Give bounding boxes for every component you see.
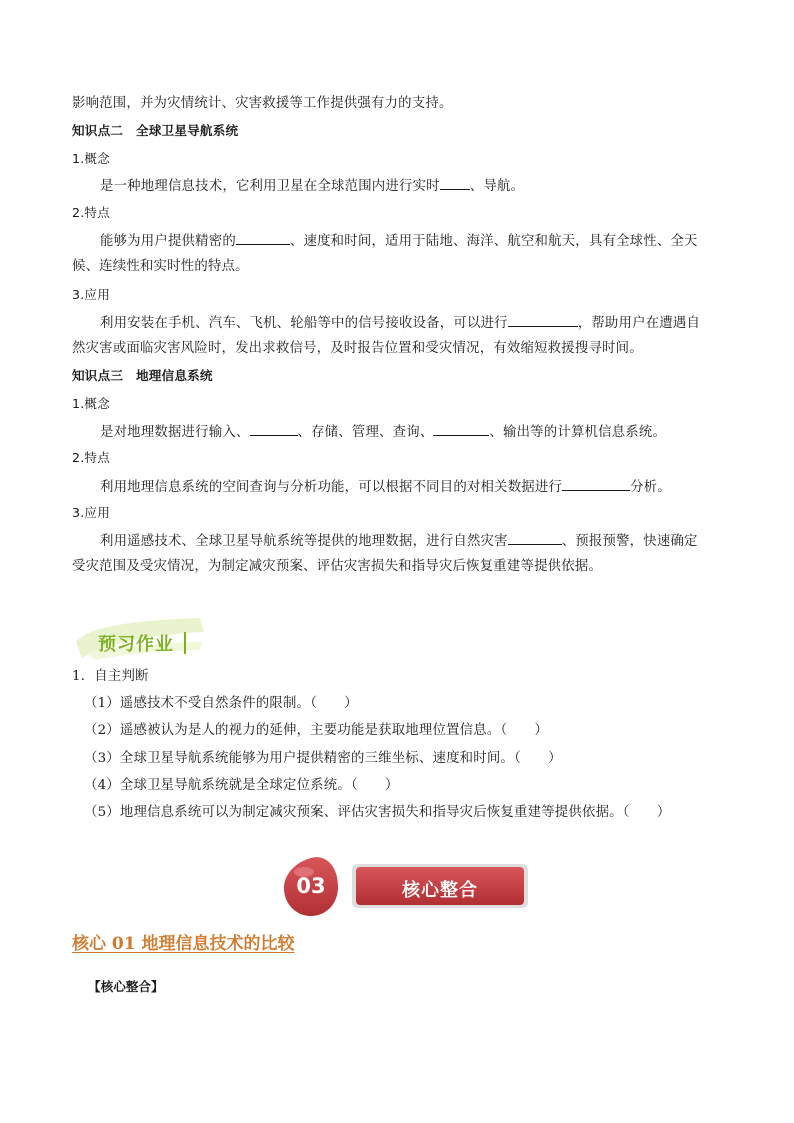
kp3-app-text-cont: 受灾范围及受灾情况，为制定减灾预案、评估灾害损失和指导灾后恢复重建等提供依据。 [72, 559, 603, 574]
question-5: （5）地理信息系统可以为制定减灾预案、评估灾害损失和指导灾后恢复重建等提供依据。（ ） [84, 805, 671, 820]
kp3-app-label: 3.应用 [72, 505, 111, 520]
kp2-app-text-cont: 然灾害或面临灾害风险时，发出求救信号，及时报告位置和受灾情况，有效缩短救援搜寻时间。 [72, 341, 643, 356]
kp3-title: 知识点三 地理信息系统 [72, 368, 213, 383]
kp2-concept-text: 是一种地理信息技术，它利用卫星在全球范围内进行实时 、导航。 [100, 176, 524, 196]
question-1: （1）遥感技术不受自然条件的限制。（ ） [84, 696, 358, 711]
question-3: （3）全球卫星导航系统能够为用户提供精密的三维坐标、速度和时间。（ ） [84, 751, 562, 766]
kp2-concept-label: 1.概念 [72, 151, 111, 166]
preview-heading: 1．自主判断 [72, 669, 149, 684]
intro-tail: 影响范围，并为灾情统计、灾害救援等工作提供强有力的支持。 [72, 96, 453, 111]
kp3-concept-text: 是对地理数据进行输入、 、存储、管理、查询、 、输出等的计算机信息系统。 [100, 422, 666, 442]
fill-blank[interactable] [433, 422, 489, 436]
kp2-feature-text-cont: 候、连续性和实时性的特点。 [72, 259, 249, 274]
kp3-feature-label: 2.特点 [72, 450, 111, 465]
fill-blank[interactable] [508, 531, 562, 545]
fill-blank[interactable] [250, 422, 298, 436]
fill-blank[interactable] [562, 477, 630, 491]
kp2-title: 知识点二 全球卫星导航系统 [72, 123, 239, 138]
kp2-app-label: 3.应用 [72, 287, 111, 302]
question-2: （2）遥感被认为是人的视力的延伸，主要功能是获取地理位置信息。（ ） [84, 723, 549, 738]
kp3-concept-label: 1.概念 [72, 396, 111, 411]
core-subheading: 【核心整合】 [88, 979, 164, 994]
core-title[interactable]: 核心 01 地理信息技术的比较 [72, 934, 295, 954]
fill-blank[interactable] [440, 176, 470, 190]
kp3-feature-text: 利用地理信息系统的空间查询与分析功能，可以根据不同目的对相关数据进行 分析。 [100, 477, 671, 497]
kp2-feature-label: 2.特点 [72, 205, 111, 220]
fill-blank[interactable] [508, 313, 578, 327]
kp2-app-text: 利用安装在手机、汽车、飞机、轮船等中的信号接收设备，可以进行 ，帮助用户在遭遇自 [100, 313, 700, 333]
section-number: 03 [296, 874, 326, 898]
question-4: （4）全球卫星导航系统就是全球定位系统。（ ） [84, 778, 399, 793]
kp2-feature-text: 能够为用户提供精密的 、速度和时间，适用于陆地、海洋、航空和航天，具有全球性、全天 [100, 231, 698, 251]
fill-blank[interactable] [236, 231, 290, 245]
preview-title: 预习作业 [98, 634, 174, 655]
text-cursor [184, 632, 186, 654]
kp3-app-text: 利用遥感技术、全球卫星导航系统等提供的地理数据，进行自然灾害 、预报预警，快速确定 [100, 531, 698, 551]
section-label: 核心整合 [402, 880, 478, 901]
